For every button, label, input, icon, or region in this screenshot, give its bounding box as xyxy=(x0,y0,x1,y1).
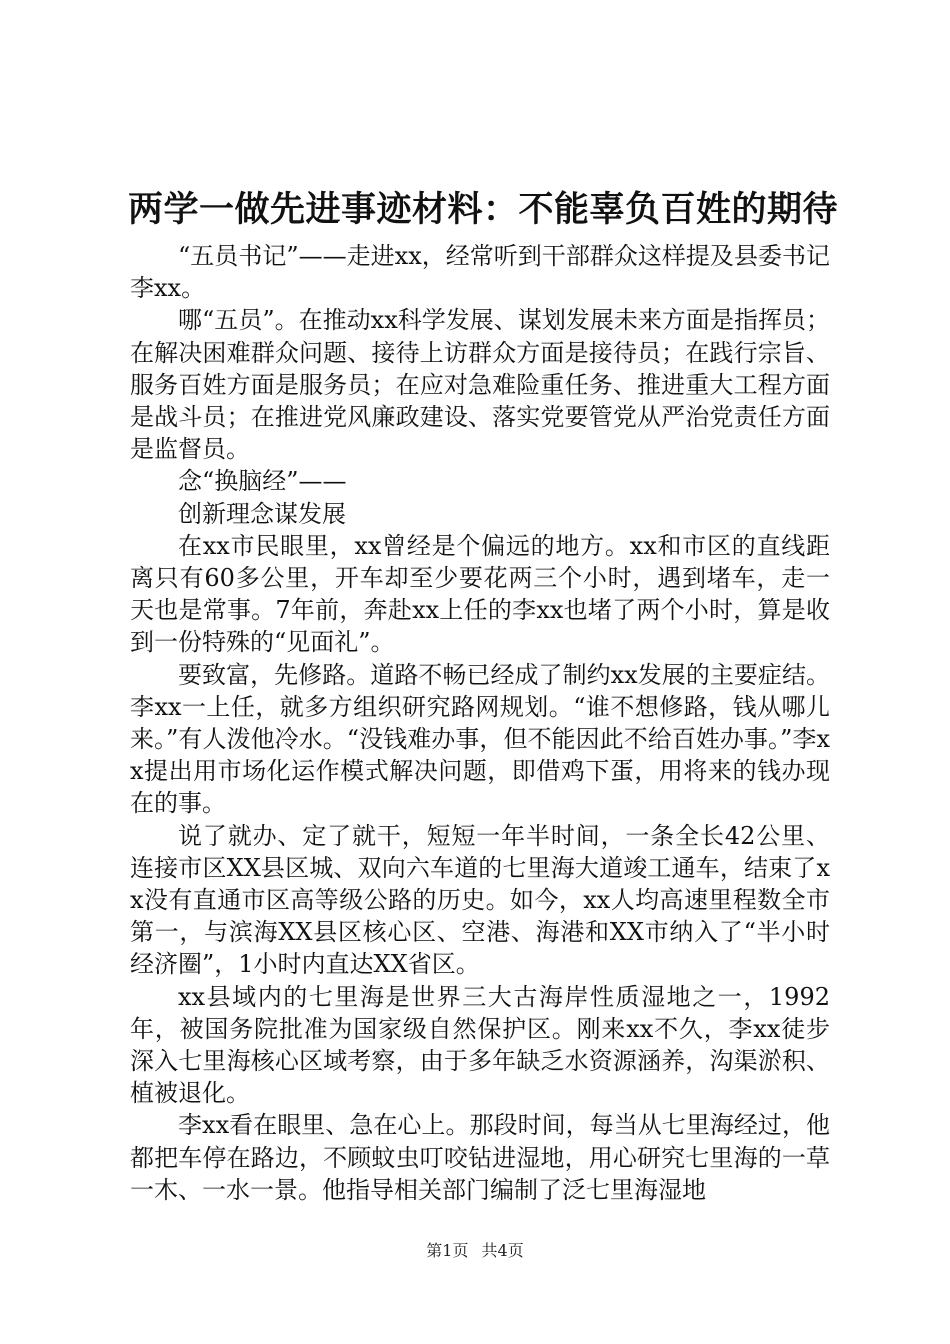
document-body xyxy=(130,240,830,1206)
paragraph-7: 说了就办、定了就干，短短一年半时间，一条全长42公里、连接市区XX县区城、双向六车道的七里海大道竣工通车，结束了xx没有直通市区高等级公路的历史。如今，xx人均高速里程数全市第一，与滨海XX县区核心区、空港、海港和XX市纳入了“半小时经济圈”，1小时内直达XX省区。 xyxy=(130,821,830,979)
paragraph-9: 李xx看在眼里、急在心上。那段时间，每当从七里海经过，他都把车停在路边，不顾蚊虫叮咬钻进湿地，用心研究七里海的一草一木、一水一景。他指导相关部门编制了泛七里海湿地 xyxy=(130,1111,830,1204)
paragraph-5: 在xx市民眼里，xx曾经是个偏远的地方。xx和市区的直线距离只有60多公里，开车却至少要花两三个小时，遇到堵车，走一天也是常事。7年前，奔赴xx上任的李xx也堵了两个小时，算是收到一份特殊的“见面礼”。 xyxy=(130,531,830,657)
paragraph-4: 创新理念谋发展 xyxy=(178,499,346,528)
paragraph-1: “五员书记”——走进xx，经常听到干部群众这样提及县委书记李xx。 xyxy=(130,242,830,303)
paragraph-8: xx县域内的七里海是世界三大古海岸性质湿地之一，1992年，被国务院批准为国家级自然保护区。刚来xx不久，李xx徒步深入七里海核心区域考察，由于多年缺乏水资源涵养，沟渠淤积、植被退化。 xyxy=(130,982,830,1108)
paragraph-6: 要致富，先修路。道路不畅已经成了制约xx发展的主要症结。李xx一上任，就多方组织研究路网规划。“谁不想修路，钱从哪儿来。”有人泼他冷水。“没钱难办事，但不能因此不给百姓办事。”李xx提出用市场化运作模式解决问题，即借鸡下蛋，用将来的钱办现在的事。 xyxy=(130,660,830,818)
document-title: 两学一做先进事迹材料：不能辜负百姓的期待 xyxy=(128,189,839,230)
page-number: 第1页 xyxy=(426,1241,469,1260)
paragraph-2: 哪“五员”。在推动xx科学发展、谋划发展未来方面是指挥员；在解决困难群众问题、接待上访群众方面是接待员；在践行宗旨、服务百姓方面是服务员；在应对急难险重任务、推进重大工程方面是战斗员；在推进党风廉政建设、落实党要管党从严治党责任方面是监督员。 xyxy=(130,306,830,464)
page-total: 共4页 xyxy=(481,1241,524,1260)
page-footer xyxy=(0,1240,950,1262)
paragraph-3: 念“换脑经”—— xyxy=(178,467,347,496)
